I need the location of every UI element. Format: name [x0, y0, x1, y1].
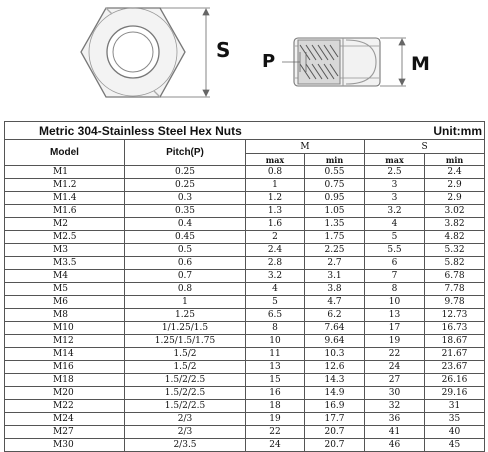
table-row	[5, 166, 485, 179]
dimension-label-p: P	[262, 51, 276, 72]
cell-m-max: 16	[246, 387, 305, 400]
cell-model: M4	[5, 270, 125, 283]
cell-m-min: 0.95	[305, 192, 365, 205]
cell-s-max: 27	[365, 374, 425, 387]
cell-pitch: 1.5/2	[125, 348, 246, 361]
cell-s-max: 13	[365, 309, 425, 322]
cell-m-max: 15	[246, 374, 305, 387]
cell-s-max: 46	[365, 439, 425, 452]
column-header-s-max: max	[365, 154, 425, 166]
cell-pitch: 0.25	[125, 166, 246, 179]
cell-pitch: 0.7	[125, 270, 246, 283]
cell-s-max: 6	[365, 257, 425, 270]
table-row	[5, 361, 485, 374]
cell-m-min: 0.55	[305, 166, 365, 179]
cell-model: M18	[5, 374, 125, 387]
table-row	[5, 257, 485, 270]
column-header-pitch: Pitch(P)	[125, 140, 246, 166]
cell-m-max: 5	[246, 296, 305, 309]
cell-s-min: 23.67	[425, 361, 485, 374]
cell-m-min: 1.75	[305, 231, 365, 244]
header-row	[5, 140, 485, 154]
table-row	[5, 179, 485, 192]
cell-m-max: 18	[246, 400, 305, 413]
cell-pitch: 1.5/2/2.5	[125, 374, 246, 387]
table-row	[5, 270, 485, 283]
cell-s-max: 24	[365, 361, 425, 374]
cell-pitch: 0.4	[125, 218, 246, 231]
cell-pitch: 1.5/2/2.5	[125, 387, 246, 400]
cell-s-min: 35	[425, 413, 485, 426]
cell-model: M24	[5, 413, 125, 426]
cell-s-max: 5.5	[365, 244, 425, 257]
cell-s-max: 5	[365, 231, 425, 244]
cell-model: M5	[5, 283, 125, 296]
cell-s-max: 3.2	[365, 205, 425, 218]
table-row	[5, 283, 485, 296]
cell-model: M1.6	[5, 205, 125, 218]
cell-model: M14	[5, 348, 125, 361]
cell-s-min: 5.82	[425, 257, 485, 270]
dimension-label-s: S	[216, 38, 231, 62]
cell-s-min: 6.78	[425, 270, 485, 283]
table-row	[5, 244, 485, 257]
cell-model: M6	[5, 296, 125, 309]
cell-pitch: 1	[125, 296, 246, 309]
column-header-s-min: min	[425, 154, 485, 166]
cell-pitch: 0.45	[125, 231, 246, 244]
cell-s-min: 16.73	[425, 322, 485, 335]
cell-m-min: 14.3	[305, 374, 365, 387]
column-header-model: Model	[5, 140, 125, 166]
hex-nut-front-view	[81, 8, 185, 97]
cell-m-min: 4.7	[305, 296, 365, 309]
cell-s-max: 19	[365, 335, 425, 348]
cell-s-min: 26.16	[425, 374, 485, 387]
cell-pitch: 2/3	[125, 413, 246, 426]
cell-m-max: 1.2	[246, 192, 305, 205]
table-body	[5, 166, 485, 452]
cell-model: M22	[5, 400, 125, 413]
cell-s-max: 7	[365, 270, 425, 283]
cell-m-min: 16.9	[305, 400, 365, 413]
cell-m-min: 14.9	[305, 387, 365, 400]
hex-nut-diagram	[0, 0, 488, 118]
cell-model: M3.5	[5, 257, 125, 270]
cell-m-max: 1	[246, 179, 305, 192]
cell-m-min: 20.7	[305, 439, 365, 452]
cell-s-min: 9.78	[425, 296, 485, 309]
cell-pitch: 1.25/1.5/1.75	[125, 335, 246, 348]
cell-pitch: 0.5	[125, 244, 246, 257]
cell-s-min: 18.67	[425, 335, 485, 348]
table-row	[5, 205, 485, 218]
cell-s-min: 21.67	[425, 348, 485, 361]
cell-s-max: 10	[365, 296, 425, 309]
cell-m-max: 2.8	[246, 257, 305, 270]
cell-model: M27	[5, 426, 125, 439]
table-row	[5, 192, 485, 205]
cell-m-min: 17.7	[305, 413, 365, 426]
table-row	[5, 348, 485, 361]
unit-label: Unit:mm	[365, 122, 485, 140]
table-row	[5, 374, 485, 387]
table-row	[5, 335, 485, 348]
table-row	[5, 400, 485, 413]
cell-model: M3	[5, 244, 125, 257]
table-row	[5, 231, 485, 244]
cell-s-max: 4	[365, 218, 425, 231]
cell-model: M16	[5, 361, 125, 374]
cell-pitch: 0.25	[125, 179, 246, 192]
cell-m-min: 20.7	[305, 426, 365, 439]
hex-nut-side-view	[294, 38, 380, 86]
cell-s-max: 3	[365, 192, 425, 205]
cell-pitch: 1.5/2	[125, 361, 246, 374]
cell-pitch: 1/1.25/1.5	[125, 322, 246, 335]
column-header-m: M	[246, 140, 365, 154]
cell-s-min: 29.16	[425, 387, 485, 400]
table-row	[5, 439, 485, 452]
table-row	[5, 218, 485, 231]
cell-m-max: 13	[246, 361, 305, 374]
cell-s-min: 40	[425, 426, 485, 439]
cell-s-max: 32	[365, 400, 425, 413]
cell-m-max: 2	[246, 231, 305, 244]
cell-m-max: 2.4	[246, 244, 305, 257]
cell-s-min: 2.9	[425, 179, 485, 192]
cell-model: M30	[5, 439, 125, 452]
cell-m-min: 6.2	[305, 309, 365, 322]
cell-pitch: 1.5/2/2.5	[125, 400, 246, 413]
cell-s-min: 45	[425, 439, 485, 452]
cell-s-min: 12.73	[425, 309, 485, 322]
cell-m-min: 2.25	[305, 244, 365, 257]
cell-m-min: 3.8	[305, 283, 365, 296]
cell-s-min: 7.78	[425, 283, 485, 296]
cell-s-max: 8	[365, 283, 425, 296]
cell-m-min: 2.7	[305, 257, 365, 270]
cell-pitch: 2/3.5	[125, 439, 246, 452]
cell-s-min: 3.02	[425, 205, 485, 218]
cell-m-min: 1.35	[305, 218, 365, 231]
cell-s-max: 17	[365, 322, 425, 335]
cell-pitch: 0.35	[125, 205, 246, 218]
cell-m-min: 0.75	[305, 179, 365, 192]
table-title-row	[5, 122, 485, 140]
cell-model: M10	[5, 322, 125, 335]
table-row	[5, 322, 485, 335]
cell-s-max: 30	[365, 387, 425, 400]
cell-m-min: 9.64	[305, 335, 365, 348]
column-header-s: S	[365, 140, 485, 154]
cell-s-min: 31	[425, 400, 485, 413]
cell-model: M2	[5, 218, 125, 231]
cell-model: M1.2	[5, 179, 125, 192]
cell-pitch: 2/3	[125, 426, 246, 439]
table-row	[5, 296, 485, 309]
cell-s-max: 2.5	[365, 166, 425, 179]
cell-m-max: 1.6	[246, 218, 305, 231]
cell-model: M20	[5, 387, 125, 400]
dimension-label-m: M	[411, 53, 430, 75]
cell-model: M2.5	[5, 231, 125, 244]
cell-m-max: 24	[246, 439, 305, 452]
cell-m-max: 1.3	[246, 205, 305, 218]
cell-m-max: 19	[246, 413, 305, 426]
cell-m-max: 6.5	[246, 309, 305, 322]
cell-model: M8	[5, 309, 125, 322]
cell-m-max: 0.8	[246, 166, 305, 179]
cell-pitch: 1.25	[125, 309, 246, 322]
cell-s-max: 41	[365, 426, 425, 439]
cell-s-max: 36	[365, 413, 425, 426]
cell-m-max: 10	[246, 335, 305, 348]
table-row	[5, 387, 485, 400]
cell-s-min: 4.82	[425, 231, 485, 244]
cell-pitch: 0.8	[125, 283, 246, 296]
cell-s-min: 3.82	[425, 218, 485, 231]
column-header-m-min: min	[305, 154, 365, 166]
table-row	[5, 426, 485, 439]
cell-s-min: 2.9	[425, 192, 485, 205]
cell-m-min: 1.05	[305, 205, 365, 218]
cell-m-max: 4	[246, 283, 305, 296]
cell-m-min: 10.3	[305, 348, 365, 361]
cell-m-max: 22	[246, 426, 305, 439]
cell-m-max: 3.2	[246, 270, 305, 283]
cell-m-max: 8	[246, 322, 305, 335]
cell-m-min: 12.6	[305, 361, 365, 374]
cell-s-max: 22	[365, 348, 425, 361]
hex-nut-spec-table	[4, 121, 485, 452]
cell-m-min: 3.1	[305, 270, 365, 283]
cell-m-min: 7.64	[305, 322, 365, 335]
cell-model: M1	[5, 166, 125, 179]
table-title: Metric 304-Stainless Steel Hex Nuts	[5, 122, 365, 140]
cell-model: M1.4	[5, 192, 125, 205]
table-row	[5, 309, 485, 322]
cell-s-min: 5.32	[425, 244, 485, 257]
cell-m-max: 11	[246, 348, 305, 361]
cell-pitch: 0.6	[125, 257, 246, 270]
column-header-m-max: max	[246, 154, 305, 166]
cell-model: M12	[5, 335, 125, 348]
cell-s-max: 3	[365, 179, 425, 192]
cell-pitch: 0.3	[125, 192, 246, 205]
table-row	[5, 413, 485, 426]
cell-s-min: 2.4	[425, 166, 485, 179]
